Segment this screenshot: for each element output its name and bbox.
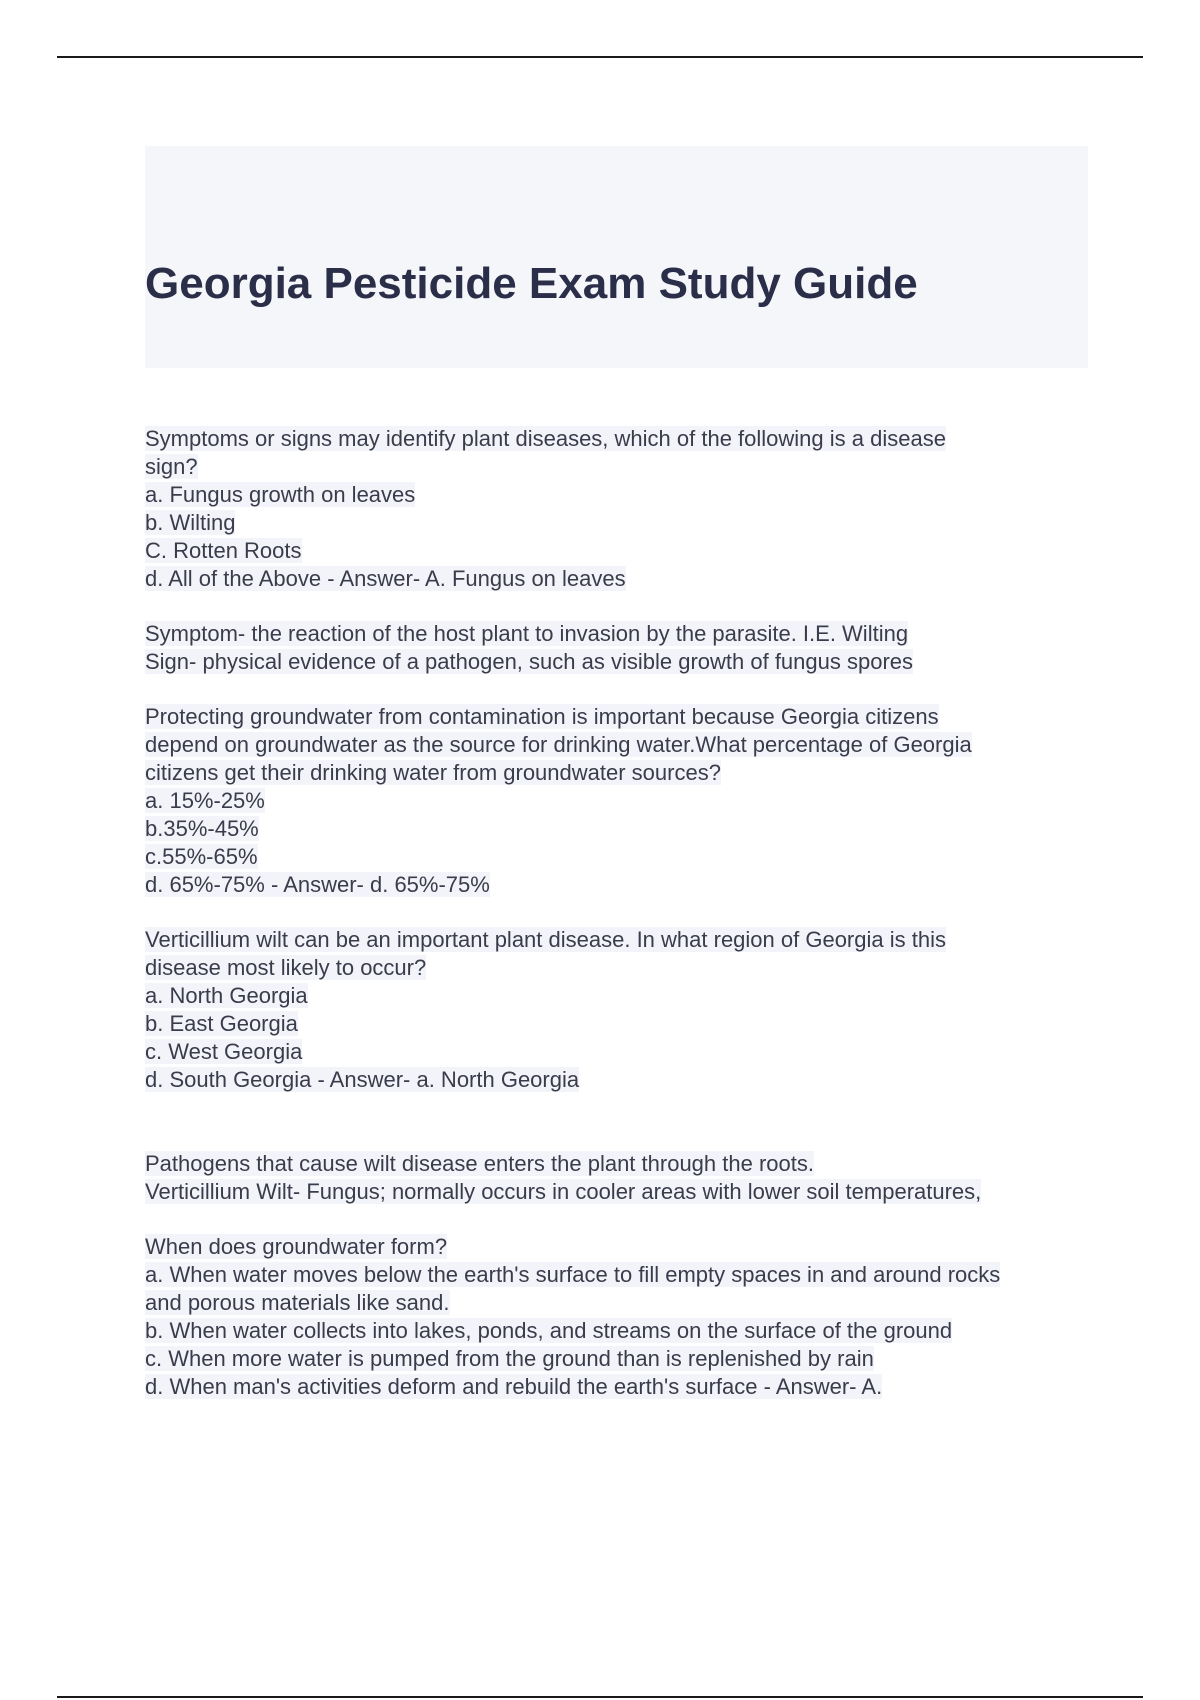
- text-line: a. Fungus growth on leaves: [145, 482, 416, 507]
- title-banner: [145, 146, 1088, 368]
- text-line: Protecting groundwater from contamination is important because Georgia citizens: [145, 704, 939, 729]
- text-line: Symptom- the reaction of the host plant to invasion by the parasite. I.E. Wilting: [145, 621, 909, 646]
- text-line: citizens get their drinking water from groundwater sources?: [145, 760, 721, 785]
- top-rule: [57, 56, 1143, 58]
- text-line: Sign- physical evidence of a pathogen, such as visible growth of fungus spores: [145, 649, 914, 674]
- text-line: b.35%-45%: [145, 816, 259, 841]
- text-line: b. Wilting: [145, 510, 236, 535]
- study-guide-content: [145, 425, 1090, 1401]
- text-line: and porous materials like sand.: [145, 1290, 450, 1315]
- text-line: d. When man's activities deform and rebuild the earth's surface - Answer- A.: [145, 1374, 883, 1399]
- text-line: c. West Georgia: [145, 1039, 303, 1064]
- question-block-groundwater-percentage: [145, 703, 1090, 899]
- note-block-wilt-pathogens: [145, 1150, 1090, 1206]
- text-line: d. All of the Above - Answer- A. Fungus on leaves: [145, 566, 626, 591]
- text-line: a. When water moves below the earth's surface to fill empty spaces in and around rocks: [145, 1262, 1001, 1287]
- text-line: depend on groundwater as the source for drinking water.What percentage of Georgia: [145, 732, 972, 757]
- text-line: C. Rotten Roots: [145, 538, 302, 563]
- text-line: Pathogens that cause wilt disease enters the plant through the roots.: [145, 1151, 814, 1176]
- text-line: When does groundwater form?: [145, 1234, 448, 1259]
- text-line: a. 15%-25%: [145, 788, 265, 813]
- question-block-verticillium-region: [145, 926, 1090, 1094]
- text-line: disease most likely to occur?: [145, 955, 427, 980]
- text-line: c.55%-65%: [145, 844, 258, 869]
- page-title: Georgia Pesticide Exam Study Guide: [145, 259, 918, 308]
- text-line: Symptoms or signs may identify plant diseases, which of the following is a disease: [145, 426, 946, 451]
- text-line: c. When more water is pumped from the ground than is replenished by rain: [145, 1346, 874, 1371]
- text-line: Verticillium Wilt- Fungus; normally occurs in cooler areas with lower soil temperatures,: [145, 1179, 982, 1204]
- question-block-disease-sign: [145, 425, 1090, 593]
- text-line: Verticillium wilt can be an important plant disease. In what region of Georgia is this: [145, 927, 946, 952]
- text-line: a. North Georgia: [145, 983, 308, 1008]
- note-block-symptom-sign: [145, 620, 1090, 676]
- text-line: sign?: [145, 454, 198, 479]
- text-line: b. When water collects into lakes, ponds, and streams on the surface of the ground: [145, 1318, 953, 1343]
- text-line: d. South Georgia - Answer- a. North Georgia: [145, 1067, 580, 1092]
- bottom-rule: [57, 1696, 1143, 1698]
- text-line: b. East Georgia: [145, 1011, 298, 1036]
- question-block-groundwater-formation: [145, 1233, 1090, 1401]
- text-line: d. 65%-75% - Answer- d. 65%-75%: [145, 872, 490, 897]
